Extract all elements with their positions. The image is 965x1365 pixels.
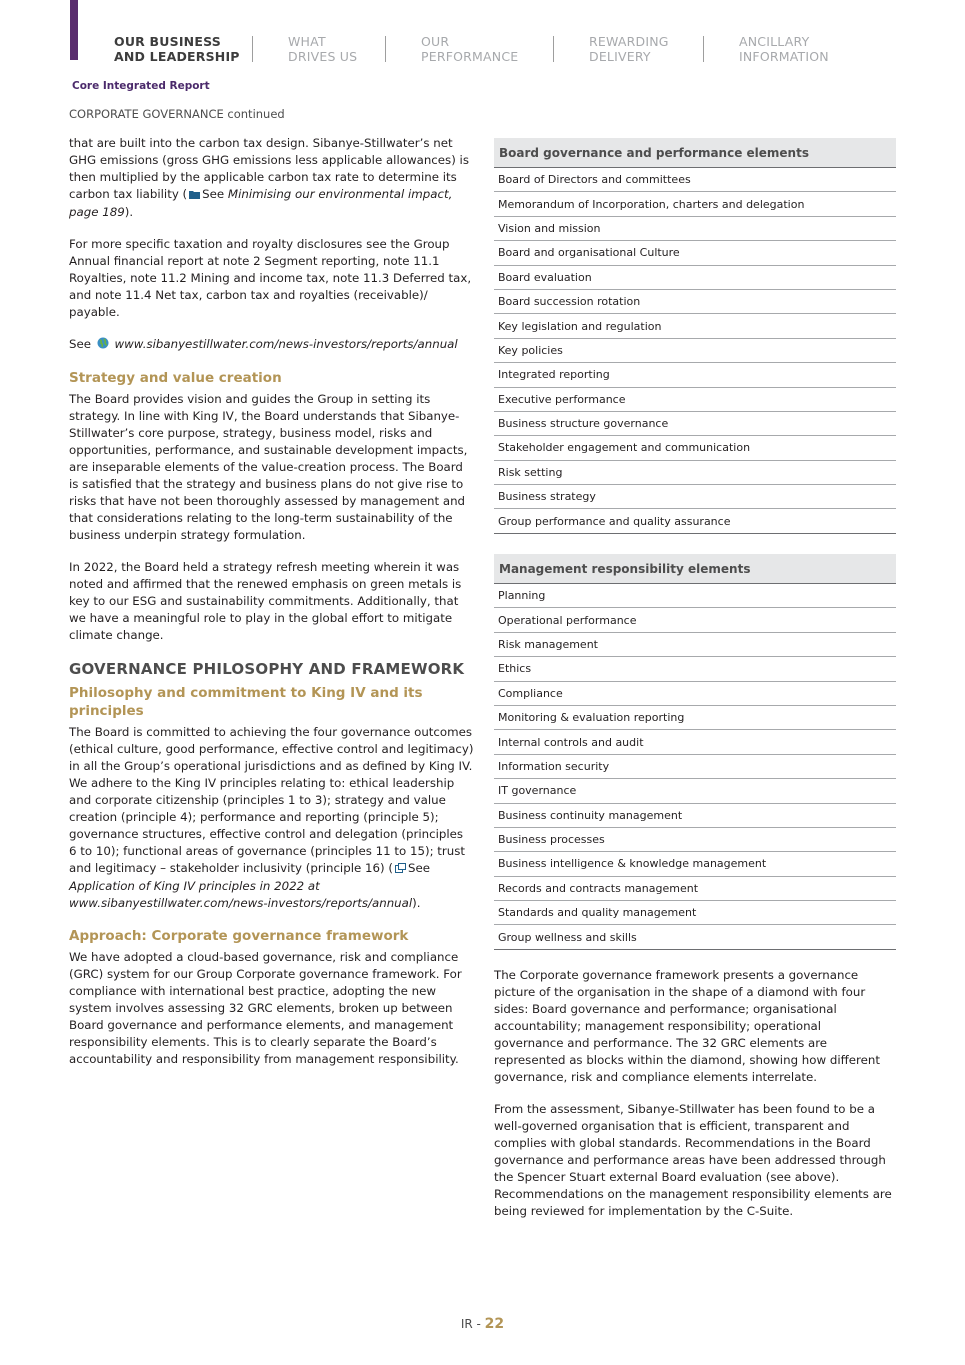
table-row: Business processes <box>494 828 896 852</box>
nav-separator <box>385 36 386 62</box>
king-iv-paragraph <box>69 724 474 912</box>
table-row: Integrated reporting <box>494 363 896 387</box>
nav-label-line1: OUR <box>421 34 450 49</box>
nav-label-line2: AND LEADERSHIP <box>114 49 240 64</box>
nav-separator <box>703 36 704 62</box>
table-row: Vision and mission <box>494 217 896 241</box>
management-table-rows <box>494 584 896 950</box>
external-document-icon <box>395 861 406 878</box>
table-row: Board succession rotation <box>494 290 896 314</box>
table-row: Group wellness and skills <box>494 925 896 949</box>
nav-label-line2: DELIVERY <box>589 49 651 64</box>
nav-label-line1: ANCILLARY <box>739 34 810 49</box>
table-row: Board evaluation <box>494 266 896 290</box>
see-label: See <box>202 187 225 201</box>
nav-our-performance[interactable] <box>421 34 518 64</box>
table-row: Business intelligence & knowledge management <box>494 852 896 876</box>
nav-what-drives-us[interactable] <box>288 34 357 64</box>
governance-heading: GOVERNANCE PHILOSOPHY AND FRAMEWORK <box>69 660 465 678</box>
page-footer <box>0 1316 965 1332</box>
table-row: Planning <box>494 584 896 608</box>
strategy-refresh-paragraph: In 2022, the Board held a strategy refresh meeting wherein it was noted and affirmed that the renewed emphasis on green metals is key to our ESG and sustainability commitments. Additionally, that we have a meaningful role to play in the global effort to mitigate climate change. <box>69 560 462 642</box>
assessment-paragraph: From the assessment, Sibanye-Stillwater has been found to be a well-governed organisation that is efficient, transparent and complies with global standards. Recommendations in the Board governance and performance areas have been addressed through the Spencer Stuart external Board evaluation (see above). Recommendations on the management responsibility elements are being reviewed for implementation by the C-Suite. <box>494 1102 892 1218</box>
table-row: Executive performance <box>494 388 896 412</box>
table-heading: Board governance and performance elements <box>494 138 896 168</box>
philosophy-heading: Philosophy and commitment to King IV and its principles <box>69 685 423 719</box>
table-row: Group performance and quality assurance <box>494 509 896 533</box>
right-column-text <box>494 967 894 1235</box>
website-reference-paragraph <box>69 336 474 354</box>
table-row: Board and organisational Culture <box>494 241 896 265</box>
king-iv-reference-link[interactable]: Application of King IV principles in 2022 at www.sibanyestillwater.com/news-investors/reports/annual <box>69 879 413 910</box>
cross-reference-link[interactable]: Minimising our environmental impact, page 189 <box>69 187 453 219</box>
nav-our-business[interactable] <box>114 34 240 64</box>
table-row: Internal controls and audit <box>494 730 896 754</box>
table-row: Records and contracts management <box>494 877 896 901</box>
table-row: Information security <box>494 755 896 779</box>
diamond-framework-paragraph: The Corporate governance framework presents a governance picture of the organisation in the shape of a diamond with four sides: Board governance and performance; organisational accountability; management responsibility; operational governance and performance. The 32 GRC elements are represented as blocks within the diamond, showing how different governance, risk and compliance elements interrelate. <box>494 968 880 1084</box>
table-row: Risk setting <box>494 461 896 485</box>
nav-label-line2: PERFORMANCE <box>421 49 519 64</box>
strategy-paragraph: The Board provides vision and guides the Group in setting its strategy. In line with King IV, the Board understands that Sibanye-Stillwater’s core purpose, strategy, business model, risks and opportunities, performance, and sustainable development impacts, are inseparable elements of the value-creation process. The Board is satisfied that the strategy and business plans do not give rise to risks that have not been thoroughly assessed by management and that considerations relating to the long-term sustainability of the business underpin strategy formulation. <box>69 392 468 542</box>
table-row: Memorandum of Incorporation, charters and delegation <box>494 192 896 216</box>
section-label: CORPORATE GOVERNANCE continued <box>69 107 285 121</box>
management-responsibility-table <box>494 554 896 950</box>
globe-icon <box>97 337 109 354</box>
paragraph-end: ). <box>124 205 134 219</box>
left-column <box>69 135 474 1083</box>
nav-separator <box>252 36 253 62</box>
nav-rewarding-delivery[interactable] <box>589 34 669 64</box>
see-label: See <box>69 337 92 351</box>
approach-heading: Approach: Corporate governance framework <box>69 928 409 944</box>
top-navigation <box>0 34 965 68</box>
table-row: Operational performance <box>494 608 896 632</box>
table-row: Monitoring & evaluation reporting <box>494 706 896 730</box>
table-row: Business strategy <box>494 485 896 509</box>
table-row: Board of Directors and committees <box>494 168 896 192</box>
nav-label-line1: WHAT <box>288 34 326 49</box>
nav-label-line2: INFORMATION <box>739 49 829 64</box>
table-row: Stakeholder engagement and communication <box>494 436 896 460</box>
paragraph-end: ). <box>412 896 421 910</box>
table-row: Ethics <box>494 657 896 681</box>
table-heading: Management responsibility elements <box>494 554 896 584</box>
footer-prefix: IR - <box>460 1317 485 1331</box>
paragraph-text: that are built into the carbon tax design. Sibanye-Stillwater’s net GHG emissions (gross GHG emissions less applicable allowances) is then multiplied by the applicable carbon tax rate to determine its carbon tax liability ( <box>69 136 469 201</box>
table-row: Compliance <box>494 682 896 706</box>
table-row: IT governance <box>494 779 896 803</box>
annual-reports-link[interactable]: www.sibanyestillwater.com/news-investors/reports/annual <box>114 337 458 351</box>
table-row: Key policies <box>494 339 896 363</box>
board-table-rows <box>494 168 896 534</box>
core-report-label: Core Integrated Report <box>72 80 210 92</box>
carbon-tax-paragraph <box>69 135 474 221</box>
table-row: Business continuity management <box>494 804 896 828</box>
table-row: Business structure governance <box>494 412 896 436</box>
strategy-heading: Strategy and value creation <box>69 370 282 386</box>
taxation-disclosures-paragraph: For more specific taxation and royalty disclosures see the Group Annual financial report at note 2 Segment reporting, note 11.1 Royalties, note 11.2 Mining and income tax, note 11.3 Deferred tax, and note 11.4 Net tax, carbon tax and royalties (receivable)/ payable. <box>69 237 472 319</box>
grc-system-paragraph: We have adopted a cloud-based governance, risk and compliance (GRC) system for our Group Corporate governance framework. For compliance with international best practice, adopting the new system involves assessing 32 GRC elements, broken up between Board governance and performance elements, and management responsibility elements. This is to clearly separate the Board’s accountability and responsibility from management responsibility. <box>69 950 462 1066</box>
nav-label-line1: OUR BUSINESS <box>114 34 221 49</box>
page-number: 22 <box>484 1316 505 1332</box>
table-row: Risk management <box>494 633 896 657</box>
nav-label-line1: REWARDING <box>589 34 669 49</box>
table-row: Key legislation and regulation <box>494 314 896 338</box>
nav-ancillary-information[interactable] <box>739 34 829 64</box>
board-governance-table <box>494 138 896 534</box>
paragraph-text: The Board is committed to achieving the four governance outcomes (ethical culture, good performance, effective control and legitimacy) in all the Group’s operational jurisdictions and as defined by King IV. We adhere to the King IV principles relating to: ethical leadership and corporate citizenship (principles 1 to 3); strategy and value creation (principle 4); performance and reporting (principle 5); governance structures, effective control and delegation (principles 6 to 10); functional areas of governance (principles 11 to 15); trust and legitimacy – stakeholder inclusivity (principle 16) ( <box>69 725 474 875</box>
table-row: Standards and quality management <box>494 901 896 925</box>
folder-icon <box>189 187 200 204</box>
nav-separator <box>553 36 554 62</box>
see-label: See <box>407 861 430 875</box>
nav-label-line2: DRIVES US <box>288 49 358 64</box>
